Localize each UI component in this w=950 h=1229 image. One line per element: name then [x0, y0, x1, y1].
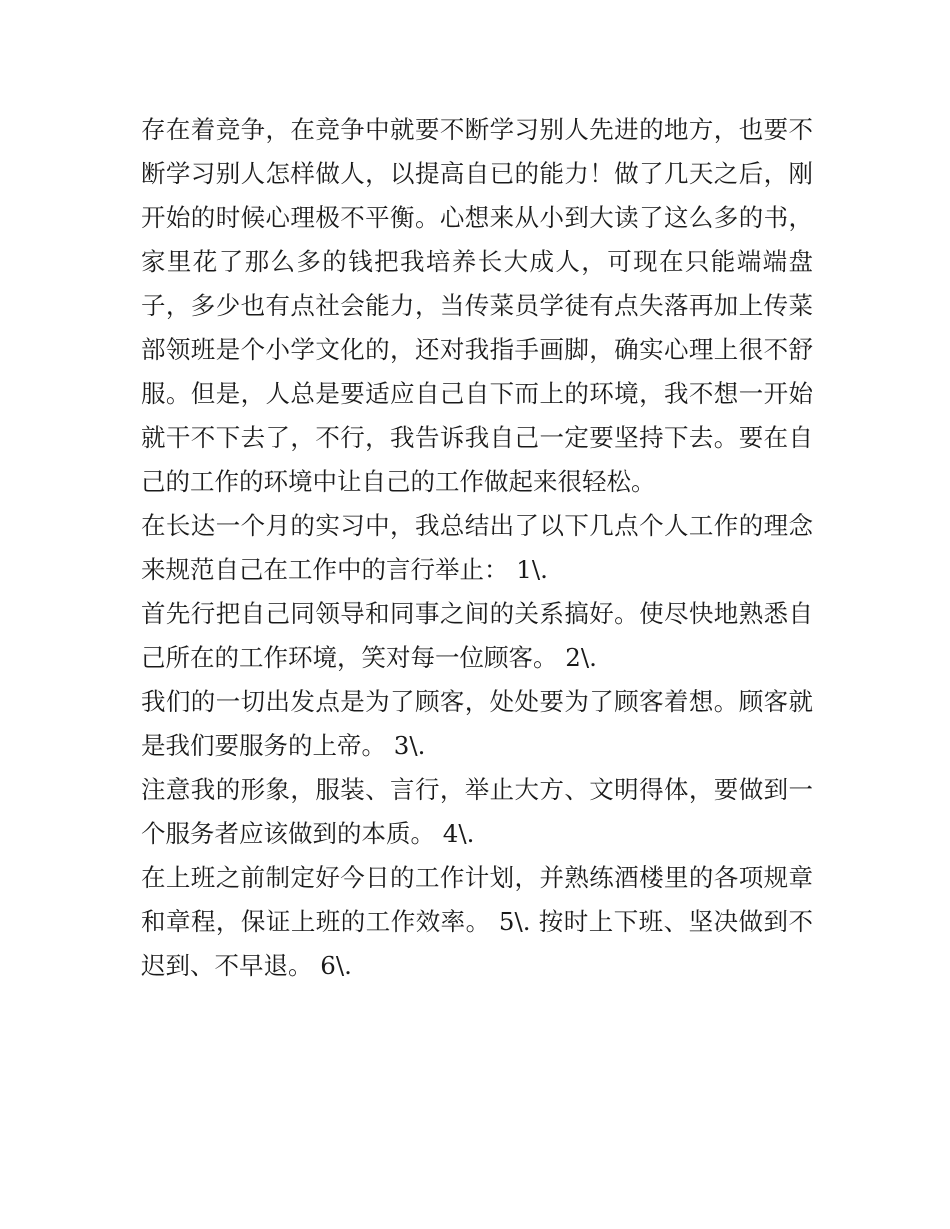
text-line-8: 就干不下去了，不行，我告诉我自己一定要坚持下去。要在自 — [141, 423, 813, 452]
text-line-1: 存在着竞争，在竞争中就要不断学习别人先进的地方，也要不 — [141, 115, 813, 144]
text-line-17: 个服务者应该做到的本质。 4\. — [141, 819, 475, 848]
text-line-12: 首先行把自己同领导和同事之间的关系搞好。使尽快地熟悉自 — [141, 599, 813, 628]
text-line-9: 己的工作的环境中让自己的工作做起来很轻松。 — [141, 467, 656, 496]
text-line-4: 家里花了那么多的钱把我培养长大成人，可现在只能端端盘 — [141, 247, 813, 276]
text-line-16: 注意我的形象，服装、言行，举止大方、文明得体，要做到一 — [141, 775, 813, 804]
text-line-18: 在上班之前制定好今日的工作计划，并熟练酒楼里的各项规章 — [141, 863, 813, 892]
text-line-14: 我们的一切出发点是为了顾客，处处要为了顾客着想。顾客就 — [141, 687, 813, 716]
text-line-5: 子，多少也有点社会能力，当传菜员学徒有点失落再加上传菜 — [141, 291, 813, 320]
text-line-15: 是我们要服务的上帝。 3\. — [141, 731, 426, 760]
text-line-2: 断学习别人怎样做人，以提高自已的能力！做了几天之后，刚 — [141, 159, 813, 188]
text-line-6: 部领班是个小学文化的，还对我指手画脚，确实心理上很不舒 — [141, 335, 813, 364]
text-line-11: 来规范自己在工作中的言行举止： 1\. — [141, 555, 548, 584]
text-line-7: 服。但是，人总是要适应自己自下而上的环境，我不想一开始 — [141, 379, 813, 408]
text-line-10: 在长达一个月的实习中，我总结出了以下几点个人工作的理念 — [141, 511, 813, 540]
document-body — [141, 108, 813, 988]
text-line-3: 开始的时候心理极不平衡。心想来从小到大读了这么多的书， — [141, 203, 813, 232]
text-line-19: 和章程，保证上班的工作效率。 5\. 按时上下班、坚决做到不 — [141, 907, 813, 936]
text-line-20: 迟到、不早退。 6\. — [141, 951, 352, 980]
text-line-13: 己所在的工作环境，笑对每一位顾客。 2\. — [141, 643, 597, 672]
